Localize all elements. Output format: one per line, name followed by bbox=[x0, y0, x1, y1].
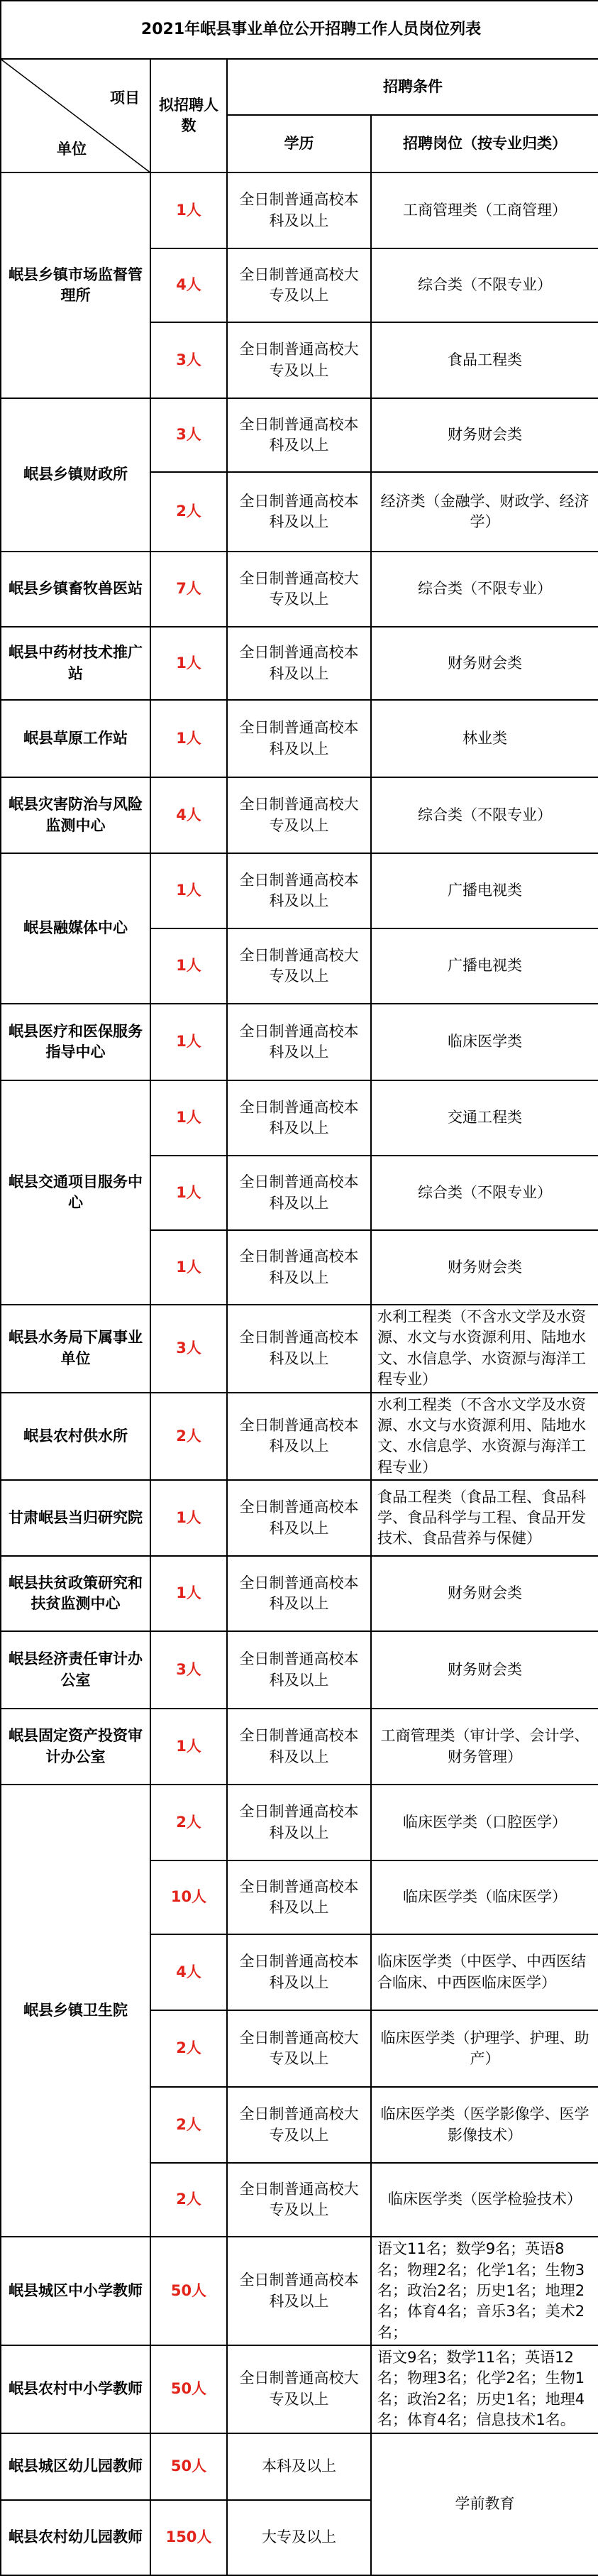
table-row bbox=[1, 1305, 598, 1393]
position-cell: 水利工程类（不含水文学及水资源、水文与水资源利用、陆地水文、水信息学、水资源与海洋工程专业） bbox=[371, 1393, 598, 1481]
table-row bbox=[1, 700, 598, 777]
table-row bbox=[1, 1080, 598, 1156]
table-row bbox=[1, 1785, 598, 1860]
headcount-cell: 3人 bbox=[150, 1631, 227, 1709]
education-cell: 全日制普通高校本科及以上 bbox=[227, 398, 371, 472]
headcount-cell: 1人 bbox=[150, 853, 227, 928]
position-cell: 临床医学类 bbox=[371, 1004, 598, 1080]
unit-name-cell: 岷县水务局下属事业单位 bbox=[1, 1305, 150, 1393]
education-cell: 本科及以上 bbox=[227, 2433, 371, 2500]
education-cell: 全日制普通高校本科及以上 bbox=[227, 1230, 371, 1305]
position-cell: 语文9名；数学11名；英语12名；物理3名；化学2名；生物1名；政治2名；历史1名；地理4名；体育4名；信息技术1名。 bbox=[371, 2345, 598, 2433]
position-cell: 食品工程类（食品工程、食品科学、食品科学与工程、食品开发技术、食品营养与保健） bbox=[371, 1480, 598, 1556]
position-cell: 财务财会类 bbox=[371, 1631, 598, 1709]
table-row bbox=[1, 2345, 598, 2433]
education-cell: 全日制普通高校本科及以上 bbox=[227, 1480, 371, 1556]
headcount-cell: 10人 bbox=[150, 1860, 227, 1934]
header-education: 学历 bbox=[227, 115, 371, 172]
education-cell: 全日制普通高校本科及以上 bbox=[227, 1934, 371, 2010]
header-position: 招聘岗位（按专业归类） bbox=[371, 115, 598, 172]
education-cell: 全日制普通高校大专及以上 bbox=[227, 2087, 371, 2163]
education-cell: 全日制普通高校本科及以上 bbox=[227, 627, 371, 700]
position-cell: 财务财会类 bbox=[371, 398, 598, 472]
unit-name-cell: 岷县农村中小学教师 bbox=[1, 2345, 150, 2433]
table-row bbox=[1, 1709, 598, 1785]
education-cell: 全日制普通高校本科及以上 bbox=[227, 472, 371, 552]
position-cell: 工商管理类（工商管理） bbox=[371, 172, 598, 248]
education-cell: 全日制普通高校本科及以上 bbox=[227, 1709, 371, 1785]
unit-name-cell: 岷县城区中小学教师 bbox=[1, 2237, 150, 2345]
position-cell: 综合类（不限专业） bbox=[371, 1156, 598, 1230]
headcount-cell: 1人 bbox=[150, 1556, 227, 1631]
headcount-cell: 1人 bbox=[150, 928, 227, 1004]
unit-name-cell: 岷县乡镇财政所 bbox=[1, 398, 150, 552]
education-cell: 全日制普通高校本科及以上 bbox=[227, 1004, 371, 1080]
headcount-cell: 4人 bbox=[150, 777, 227, 853]
table-row bbox=[1, 1631, 598, 1709]
table-row bbox=[1, 172, 598, 248]
unit-name-cell: 甘肃岷县当归研究院 bbox=[1, 1480, 150, 1556]
education-cell: 全日制普通高校本科及以上 bbox=[227, 1156, 371, 1230]
table-row bbox=[1, 853, 598, 928]
position-cell: 临床医学类（医学检验技术） bbox=[371, 2163, 598, 2237]
headcount-cell: 2人 bbox=[150, 1393, 227, 1481]
headcount-cell: 4人 bbox=[150, 248, 227, 322]
title-row bbox=[1, 1, 598, 59]
education-cell: 全日制普通高校本科及以上 bbox=[227, 1785, 371, 1860]
position-cell: 食品工程类 bbox=[371, 322, 598, 398]
position-cell: 综合类（不限专业） bbox=[371, 248, 598, 322]
education-cell: 全日制普通高校本科及以上 bbox=[227, 853, 371, 928]
education-cell: 全日制普通高校大专及以上 bbox=[227, 928, 371, 1004]
position-cell: 广播电视类 bbox=[371, 853, 598, 928]
headcount-cell: 2人 bbox=[150, 1785, 227, 1860]
unit-name-cell: 岷县乡镇畜牧兽医站 bbox=[1, 552, 150, 627]
position-cell: 广播电视类 bbox=[371, 928, 598, 1004]
headcount-cell: 1人 bbox=[150, 627, 227, 700]
headcount-cell: 150人 bbox=[150, 2500, 227, 2575]
unit-name-cell: 岷县城区幼儿园教师 bbox=[1, 2433, 150, 2500]
education-cell: 全日制普通高校大专及以上 bbox=[227, 2010, 371, 2087]
headcount-cell: 2人 bbox=[150, 472, 227, 552]
headcount-cell: 50人 bbox=[150, 2237, 227, 2345]
unit-name-cell: 岷县医疗和医保服务指导中心 bbox=[1, 1004, 150, 1080]
headcount-cell: 50人 bbox=[150, 2345, 227, 2433]
position-cell: 财务财会类 bbox=[371, 1230, 598, 1305]
education-cell: 全日制普通高校大专及以上 bbox=[227, 552, 371, 627]
unit-name-cell: 岷县融媒体中心 bbox=[1, 853, 150, 1004]
education-cell: 全日制普通高校本科及以上 bbox=[227, 2237, 371, 2345]
headcount-cell: 1人 bbox=[150, 1080, 227, 1156]
unit-name-cell: 岷县乡镇卫生院 bbox=[1, 1785, 150, 2237]
unit-name-cell: 岷县交通项目服务中心 bbox=[1, 1080, 150, 1305]
header-conditions: 招聘条件 bbox=[227, 59, 598, 115]
headcount-cell: 1人 bbox=[150, 1480, 227, 1556]
table-row bbox=[1, 777, 598, 853]
education-cell: 全日制普通高校大专及以上 bbox=[227, 777, 371, 853]
headcount-cell: 1人 bbox=[150, 1156, 227, 1230]
unit-name-cell: 岷县固定资产投资审计办公室 bbox=[1, 1709, 150, 1785]
headcount-cell: 3人 bbox=[150, 398, 227, 472]
unit-name-cell: 岷县农村幼儿园教师 bbox=[1, 2500, 150, 2575]
education-cell: 大专及以上 bbox=[227, 2500, 371, 2575]
headcount-cell: 1人 bbox=[150, 1004, 227, 1080]
unit-name-cell: 岷县乡镇市场监督管理所 bbox=[1, 172, 150, 398]
headcount-cell: 4人 bbox=[150, 1934, 227, 2010]
headcount-cell: 3人 bbox=[150, 1305, 227, 1393]
table-row bbox=[1, 1480, 598, 1556]
position-cell: 财务财会类 bbox=[371, 1556, 598, 1631]
position-cell: 临床医学类（临床医学） bbox=[371, 1860, 598, 1934]
position-cell: 经济类（金融学、财政学、经济学） bbox=[371, 472, 598, 552]
education-cell: 全日制普通高校大专及以上 bbox=[227, 322, 371, 398]
table-row bbox=[1, 1004, 598, 1080]
header-unit-label: 单位 bbox=[57, 141, 87, 158]
position-cell: 语文11名；数学9名；英语8名；物理2名；化学1名；生物3名；政治2名；历史1名；地理2名；体育4名；音乐3名；美术2名； bbox=[371, 2237, 598, 2345]
unit-name-cell: 岷县草原工作站 bbox=[1, 700, 150, 777]
position-cell: 工商管理类（审计学、会计学、财务管理） bbox=[371, 1709, 598, 1785]
education-cell: 全日制普通高校本科及以上 bbox=[227, 700, 371, 777]
corner-header-cell bbox=[1, 59, 150, 172]
position-cell: 林业类 bbox=[371, 700, 598, 777]
table-row bbox=[1, 1556, 598, 1631]
headcount-cell: 2人 bbox=[150, 2087, 227, 2163]
position-cell: 综合类（不限专业） bbox=[371, 777, 598, 853]
headcount-cell: 1人 bbox=[150, 1230, 227, 1305]
headcount-cell: 7人 bbox=[150, 552, 227, 627]
position-cell: 临床医学类（口腔医学） bbox=[371, 1785, 598, 1860]
table-row bbox=[1, 398, 598, 472]
unit-name-cell: 岷县农村供水所 bbox=[1, 1393, 150, 1481]
education-cell: 全日制普通高校大专及以上 bbox=[227, 2345, 371, 2433]
position-cell: 临床医学类（医学影像学、医学影像技术） bbox=[371, 2087, 598, 2163]
education-cell: 全日制普通高校本科及以上 bbox=[227, 1305, 371, 1393]
headcount-cell: 2人 bbox=[150, 2010, 227, 2087]
position-cell: 学前教育 bbox=[371, 2433, 598, 2575]
position-cell: 财务财会类 bbox=[371, 627, 598, 700]
position-cell: 综合类（不限专业） bbox=[371, 552, 598, 627]
education-cell: 全日制普通高校本科及以上 bbox=[227, 1080, 371, 1156]
headcount-cell: 3人 bbox=[150, 322, 227, 398]
education-cell: 全日制普通高校本科及以上 bbox=[227, 1556, 371, 1631]
education-cell: 全日制普通高校本科及以上 bbox=[227, 1860, 371, 1934]
headcount-cell: 1人 bbox=[150, 1709, 227, 1785]
education-cell: 全日制普通高校本科及以上 bbox=[227, 1393, 371, 1481]
headcount-cell: 1人 bbox=[150, 172, 227, 248]
table-row bbox=[1, 552, 598, 627]
headcount-cell: 1人 bbox=[150, 700, 227, 777]
position-cell: 交通工程类 bbox=[371, 1080, 598, 1156]
table-row bbox=[1, 1393, 598, 1481]
header-row-1 bbox=[1, 59, 598, 115]
position-cell: 临床医学类（护理学、护理、助产） bbox=[371, 2010, 598, 2087]
headcount-cell: 2人 bbox=[150, 2163, 227, 2237]
unit-name-cell: 岷县中药材技术推广站 bbox=[1, 627, 150, 700]
education-cell: 全日制普通高校大专及以上 bbox=[227, 248, 371, 322]
headcount-cell: 50人 bbox=[150, 2433, 227, 2500]
unit-name-cell: 岷县扶贫政策研究和扶贫监测中心 bbox=[1, 1556, 150, 1631]
position-cell: 水利工程类（不含水文学及水资源、水文与水资源利用、陆地水文、水信息学、水资源与海洋工程专业） bbox=[371, 1305, 598, 1393]
education-cell: 全日制普通高校大专及以上 bbox=[227, 2163, 371, 2237]
table-row bbox=[1, 2237, 598, 2345]
unit-name-cell: 岷县灾害防治与风险监测中心 bbox=[1, 777, 150, 853]
header-count: 拟招聘人数 bbox=[150, 59, 227, 172]
education-cell: 全日制普通高校本科及以上 bbox=[227, 1631, 371, 1709]
table-row bbox=[1, 2433, 598, 2500]
header-item-label: 项目 bbox=[110, 89, 140, 106]
table-row bbox=[1, 627, 598, 700]
education-cell: 全日制普通高校本科及以上 bbox=[227, 172, 371, 248]
table-title: 2021年岷县事业单位公开招聘工作人员岗位列表 bbox=[1, 1, 598, 59]
position-cell: 临床医学类（中医学、中西医结合临床、中西医临床医学） bbox=[371, 1934, 598, 2010]
unit-name-cell: 岷县经济责任审计办公室 bbox=[1, 1631, 150, 1709]
